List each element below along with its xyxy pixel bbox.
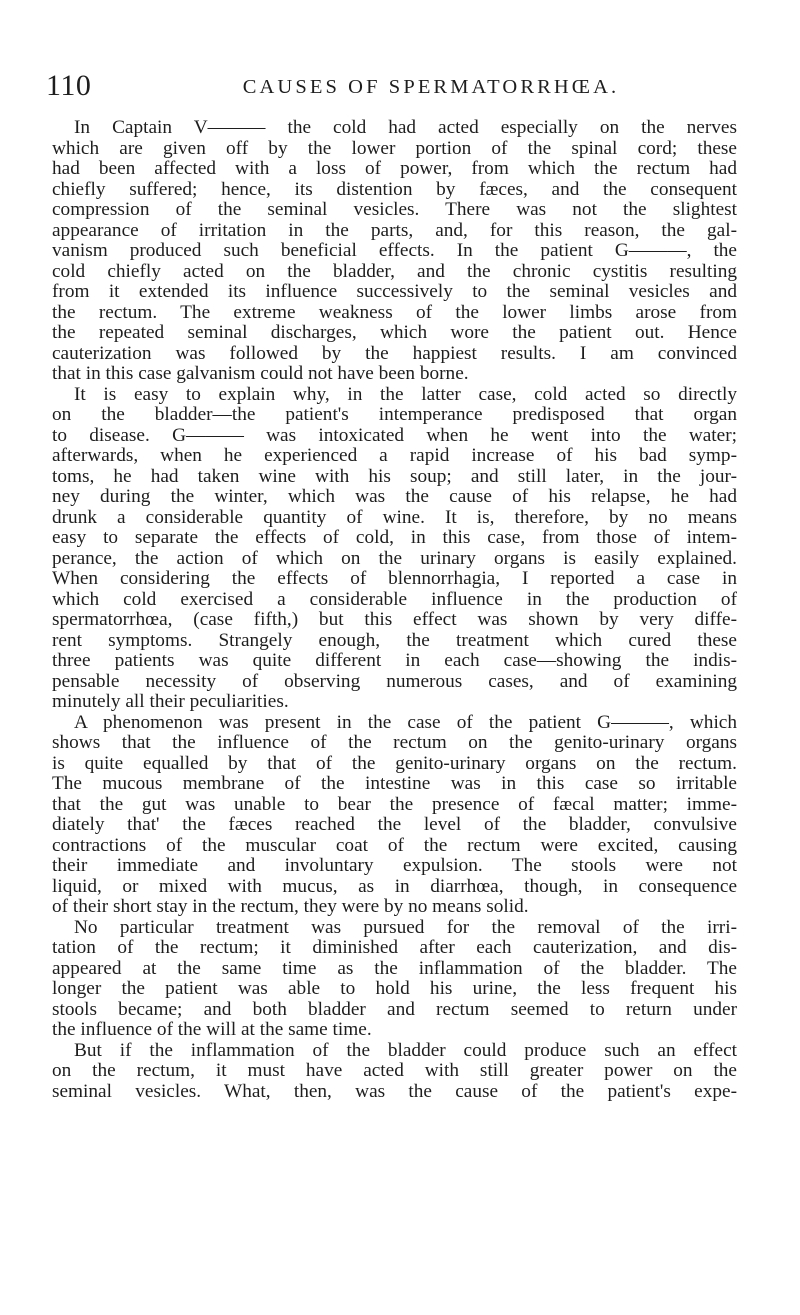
- text-line: chiefly suffered; hence, its distention by fæces, and the consequent: [52, 179, 737, 200]
- text-line: vanism produced such beneficial effects. In the patient G———, the: [52, 241, 737, 261]
- text-line: No particular treatment was pursued for the removal of the irri-: [74, 917, 737, 938]
- text-line: on the rectum, it must have acted with still greater power on the: [52, 1061, 737, 1081]
- text-line: to disease. G——— was intoxicated when he went into the water;: [52, 425, 737, 446]
- page-header: [46, 68, 736, 104]
- text-line: appearance of irritation in the parts, and, for this reason, the gal-: [52, 220, 737, 241]
- text-line: minutely all their peculiarities.: [52, 692, 289, 712]
- text-line: longer the patient was able to hold his urine, the less frequent his: [52, 979, 737, 999]
- text-line: had been affected with a loss of power, from which the rectum had: [52, 159, 737, 179]
- text-line: pensable necessity of observing numerous cases, and of examining: [52, 671, 737, 692]
- text-line: A phenomenon was present in the case of the patient G———, which: [74, 712, 737, 733]
- text-line: cold chiefly acted on the bladder, and the chronic cystitis resulting: [52, 261, 737, 282]
- text-line: But if the inflammation of the bladder could produce such an effect: [74, 1040, 737, 1061]
- text-line: toms, he had taken wine with his soup; and still later, in the jour-: [52, 466, 737, 487]
- text-line: spermatorrhœa, (case fifth,) but this effect was shown by very diffe-: [52, 610, 737, 630]
- text-line: easy to separate the effects of cold, in this case, from those of intem-: [52, 528, 737, 548]
- text-line: is quite equalled by that of the genito-urinary organs on the rectum.: [52, 753, 737, 774]
- text-line: The mucous membrane of the intestine was in this case so irritable: [52, 774, 737, 794]
- text-line: perance, the action of which on the urinary organs is easily explained.: [52, 548, 737, 569]
- text-line: ney during the winter, which was the cause of his relapse, he had: [52, 487, 737, 507]
- text-line: three patients was quite different in each case—showing the indis-: [52, 651, 737, 671]
- text-line: seminal vesicles. What, then, was the cause of the patient's expe-: [52, 1081, 737, 1102]
- text-line: tation of the rectum; it diminished after each cauterization, and dis-: [52, 938, 737, 958]
- text-line: compression of the seminal vesicles. There was not the slightest: [52, 200, 737, 220]
- text-line: which are given off by the lower portion of the spinal cord; these: [52, 138, 737, 159]
- text-line: liquid, or mixed with mucus, as in diarrhœa, though, in consequence: [52, 876, 737, 897]
- text-line: contractions of the muscular coat of the rectum were excited, causing: [52, 835, 737, 856]
- text-line: the rectum. The extreme weakness of the lower limbs arose from: [52, 302, 737, 323]
- text-line: of their short stay in the rectum, they were by no means solid.: [52, 897, 529, 917]
- text-line: When considering the effects of blennorrhagia, I reported a case in: [52, 569, 737, 589]
- text-line: shows that the influence of the rectum on the genito-urinary organs: [52, 733, 737, 753]
- text-line: It is easy to explain why, in the latter case, cold acted so directly: [74, 384, 737, 405]
- text-line: afterwards, when he experienced a rapid increase of his bad symp-: [52, 446, 737, 466]
- text-line: on the bladder—the patient's intemperance predisposed that organ: [52, 405, 737, 425]
- text-line: drunk a considerable quantity of wine. It is, therefore, by no means: [52, 507, 737, 528]
- running-head: CAUSES OF SPERMATORRHŒA.: [242, 76, 620, 98]
- text-line: that the gut was unable to bear the presence of fæcal matter; imme-: [52, 794, 737, 815]
- text-line: stools became; and both bladder and rectum seemed to return under: [52, 999, 737, 1020]
- text-line: appeared at the same time as the inflammation of the bladder. The: [52, 958, 737, 979]
- body-text: [52, 118, 737, 1102]
- text-line: rent symptoms. Strangely enough, the treatment which cured these: [52, 630, 737, 651]
- text-line: which cold exercised a considerable influence in the production of: [52, 589, 737, 610]
- text-line: the repeated seminal discharges, which wore the patient out. Hence: [52, 323, 737, 343]
- text-line: from it extended its influence successively to the seminal vesicles and: [52, 282, 737, 302]
- text-line: cauterization was followed by the happiest results. I am convinced: [52, 343, 737, 364]
- page-number: 110: [46, 69, 92, 102]
- text-line: their immediate and involuntary expulsion. The stools were not: [52, 856, 737, 876]
- text-line: diately that' the fæces reached the level of the bladder, convulsive: [52, 815, 737, 835]
- text-line: that in this case galvanism could not have been borne.: [52, 364, 469, 384]
- text-line: the influence of the will at the same time.: [52, 1020, 372, 1040]
- text-line: In Captain V——— the cold had acted especially on the nerves: [74, 118, 737, 138]
